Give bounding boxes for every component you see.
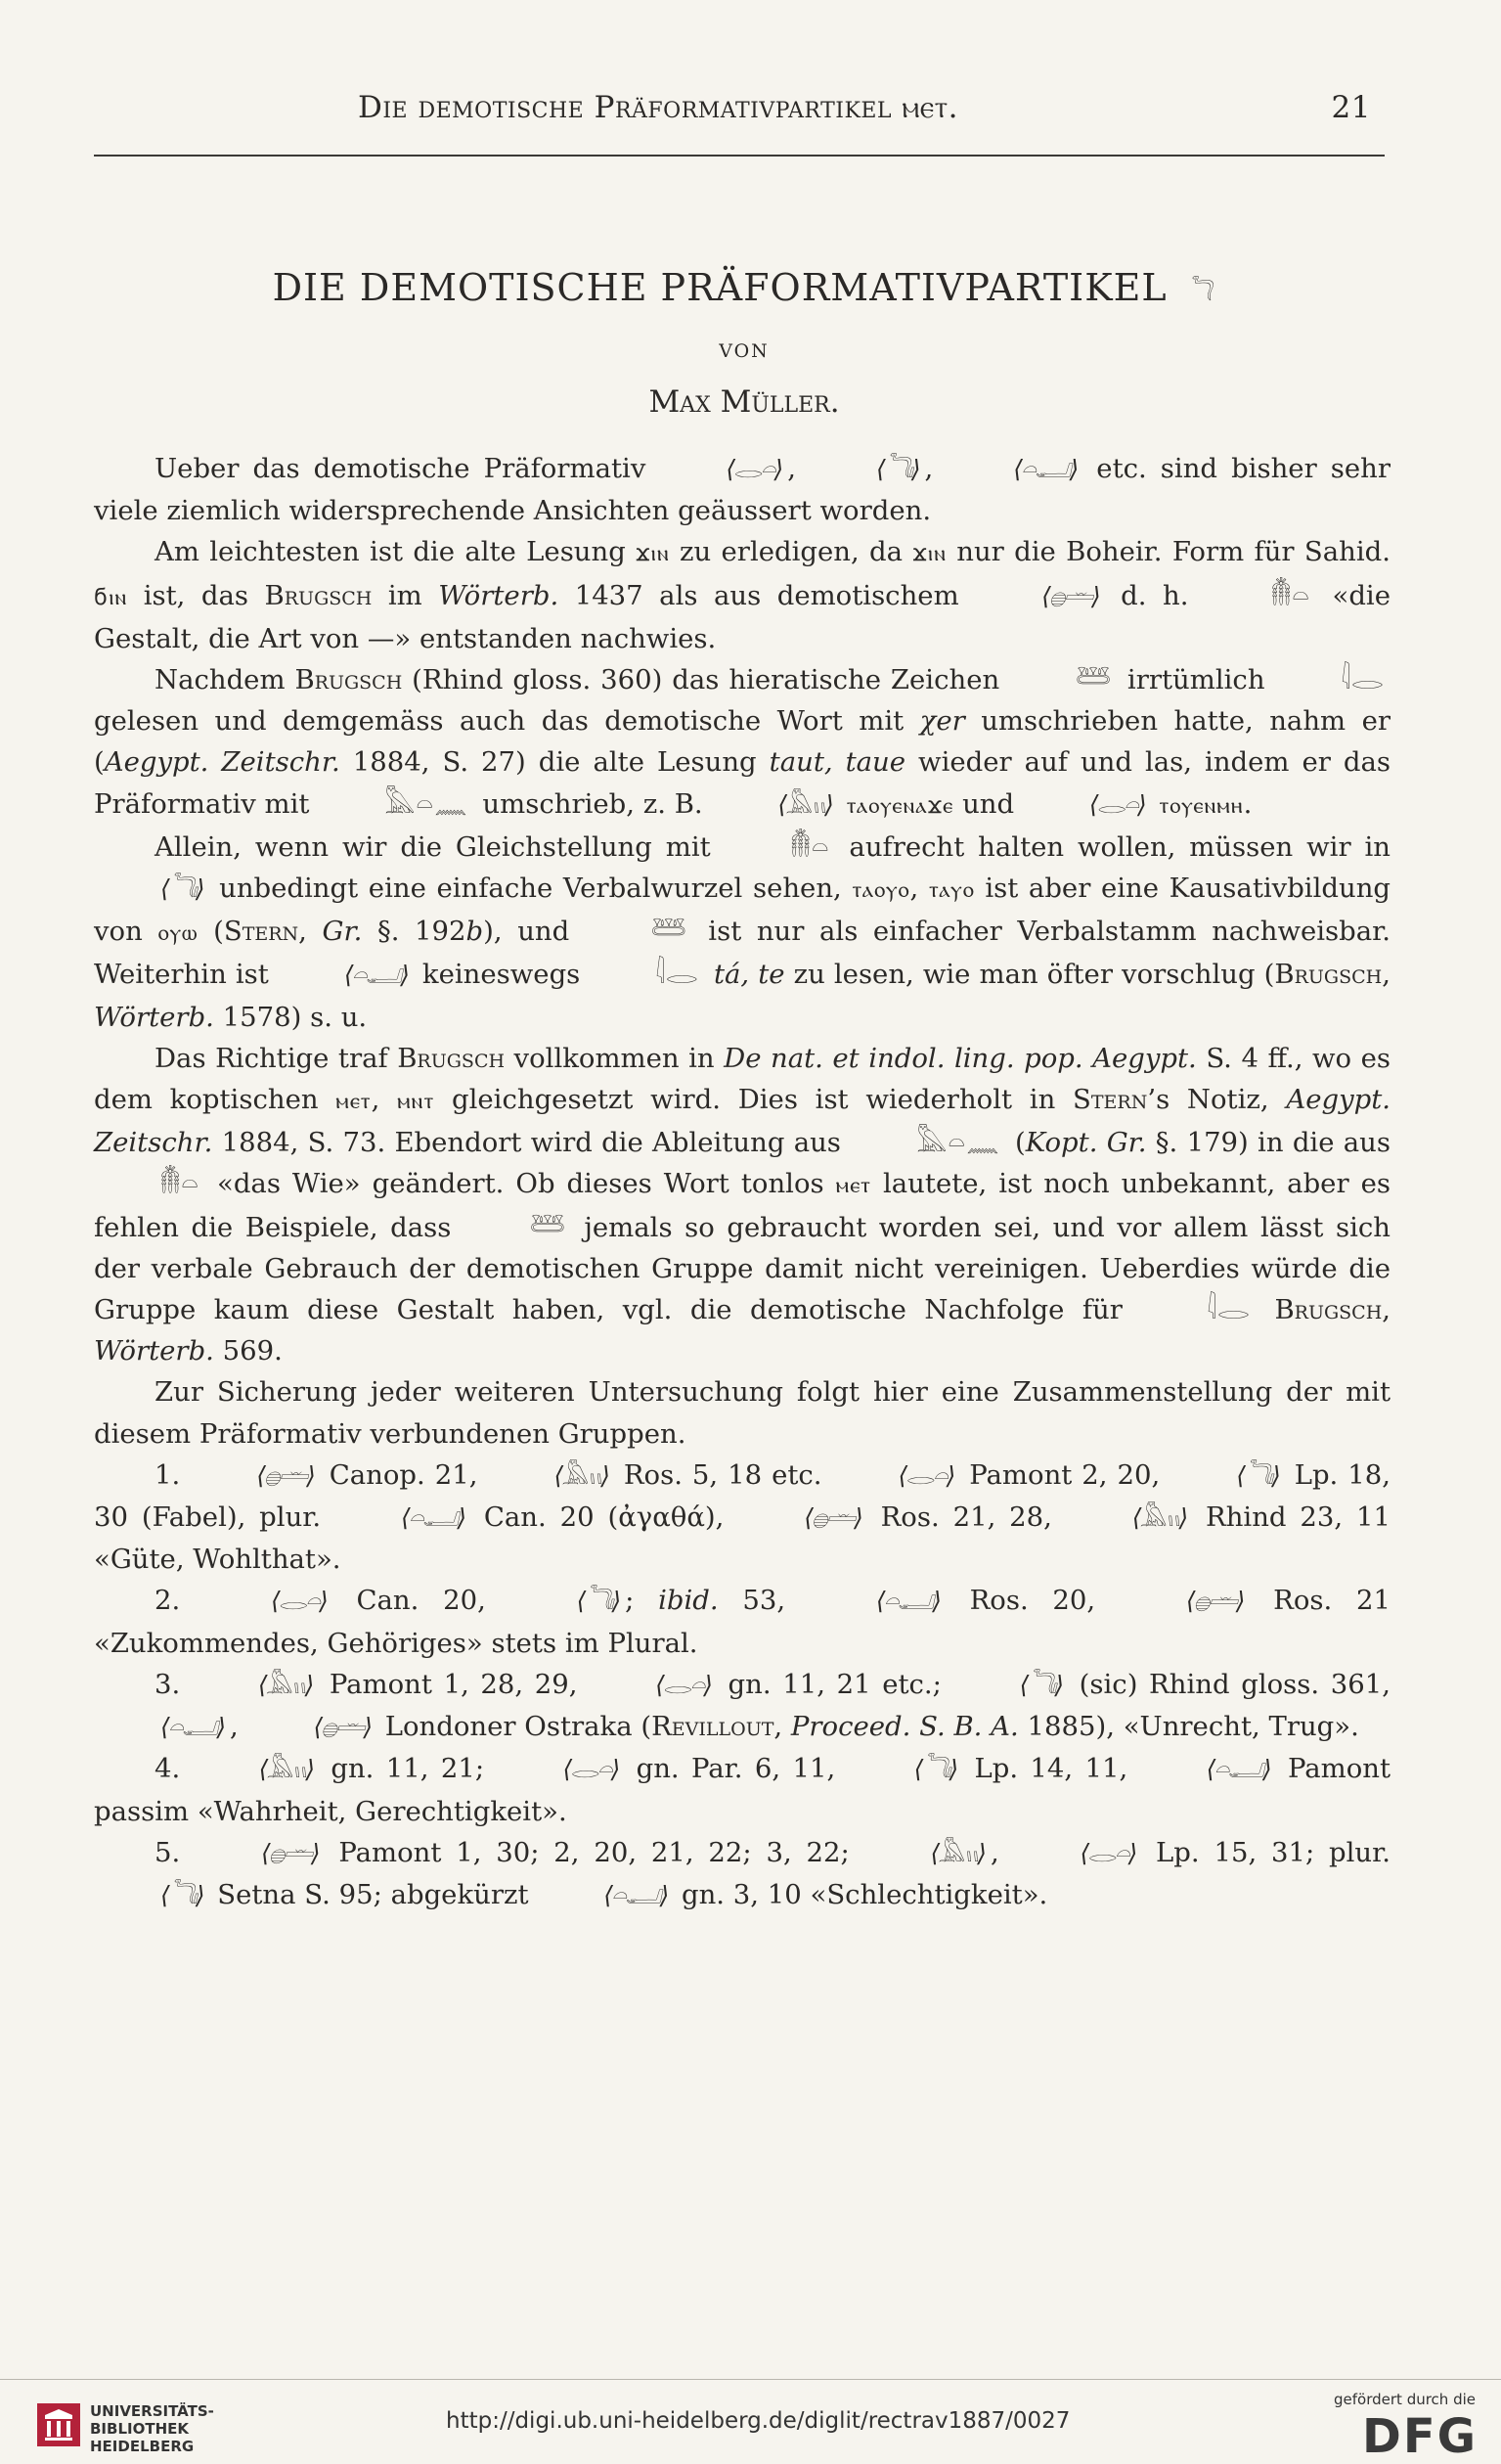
demotic-glyph-icon: ⟨𓂋𓏏⟩	[1088, 789, 1145, 819]
text-run: Rhind 23, 11 «Güte, Wohlthat».	[94, 1501, 1391, 1576]
demotic-glyph-icon: ⟨𓅓𓏭⟩	[930, 1838, 985, 1867]
demotic-glyph-icon: ⟨𓏏𓂝⟩	[1013, 455, 1078, 483]
text-run: Can. 20 (ἀγαθά),	[470, 1501, 738, 1534]
text-run: aufrecht halten wollen, müssen wir in	[835, 830, 1391, 863]
coptic-word: ⲙⲉⲧ	[335, 1089, 372, 1115]
text-run: ,	[371, 1084, 398, 1116]
text-run: 2.	[155, 1585, 204, 1617]
italic-text: Aegypt. Zeitschr.	[104, 746, 340, 779]
demotic-glyph-icon: ⟨𓅓𓏭⟩	[1131, 1503, 1187, 1533]
running-head-title: Die demotische Präformativpartikel ⲙⲉⲧ.	[358, 90, 959, 125]
coptic-word: ⲟⲩⲱ	[157, 920, 199, 947]
text-run: Lp. 18, 30 (Fabel), plur.	[94, 1458, 1391, 1534]
demotic-glyph-icon: ⟨𓆓𓏤⟩	[160, 1880, 203, 1909]
paragraph	[94, 1038, 1391, 1372]
demotic-glyph-icon: ⟨𓐍𓏛⟩	[804, 1503, 861, 1533]
text-run: (Rhind gloss. 360) das hieratische Zeichen	[402, 664, 1010, 696]
author-name: Max Müller.	[648, 384, 840, 420]
text-run: lautete, ist noch unbekannt, aber es fehlen die Beispiele, dass	[94, 1168, 1391, 1243]
library-line: UNIVERSITÄTS-	[90, 2402, 214, 2420]
demotic-glyph-icon: ⟨𓏏𓂝⟩	[401, 1503, 465, 1533]
text-run: Ros. 21, 28,	[866, 1501, 1066, 1534]
text-run: gn. Par. 6, 11,	[624, 1753, 848, 1785]
text-run: Allein, wenn wir die Gleichstellung mit	[155, 830, 725, 863]
coptic-word: ⲧⲟⲩⲉⲛⲙⲏ	[1159, 792, 1244, 819]
text-run: (sic) Rhind gloss. 361,	[1068, 1668, 1391, 1700]
text-run: Lp. 14, 11,	[962, 1753, 1140, 1785]
demotic-glyph-icon: ⟨𓂋𓏏⟩	[655, 1670, 711, 1699]
name-smallcaps: Brugsch	[294, 664, 403, 696]
text-run: Setna S. 95; abgekürzt	[208, 1878, 538, 1910]
coptic-word: ⲙⲛⲧ	[397, 1089, 435, 1115]
text-run: Nachdem	[155, 664, 295, 696]
text-run: Pamont 1, 30; 2, 20, 21, 22; 3, 22;	[324, 1836, 864, 1868]
text-run: 1885), «Unrecht, Trug».	[1018, 1711, 1359, 1743]
text-run: ,	[773, 1711, 791, 1743]
article-title	[94, 266, 1394, 309]
text-run: Can. 20,	[331, 1585, 510, 1617]
article-title-text: DIE DEMOTISCHE PRÄFORMATIVPARTIKEL	[272, 266, 1168, 309]
text-run: keineswegs	[413, 959, 590, 991]
name-smallcaps: Brugsch	[1274, 1294, 1383, 1326]
demotic-glyph-icon: ⟨𓏏𓂝⟩	[343, 961, 408, 990]
text-run: 569.	[213, 1335, 283, 1367]
coptic-word: ⲙⲉⲧ	[835, 1173, 871, 1199]
demotic-glyph-icon: ⟨𓐍𓏛⟩	[256, 1460, 314, 1490]
coptic-word: ϫⲓⲛ	[912, 541, 947, 567]
text-run: «die Gestalt, die Art von —» entstanden nachwies.	[94, 579, 1391, 654]
article-body	[94, 448, 1391, 1916]
text-run: 1884, S. 27) die alte Lesung	[339, 746, 770, 779]
hieroglyph-icon: 𓄟𓏏	[1270, 578, 1310, 611]
text-run: Ros. 5, 18 etc.	[613, 1458, 832, 1491]
text-run: 1.	[155, 1458, 191, 1491]
text-run: und	[953, 787, 1023, 820]
text-run: ist nur als einfacher Verbalstamm nachweisbar. Weiterhin ist	[94, 916, 1391, 991]
coptic-word: ⲧⲁⲟⲩⲉⲛⲁϫⲉ	[846, 792, 954, 819]
paragraph	[94, 1580, 1391, 1663]
demotic-glyph-icon: ⟨𓐍𓏛⟩	[261, 1838, 319, 1867]
demotic-glyph-icon: ⟨𓐍𓏛⟩	[1041, 581, 1099, 610]
text-run: ,	[1382, 1294, 1391, 1326]
text-run: gn. 11, 21 etc.;	[716, 1668, 953, 1700]
text-run: §. 179) in die aus	[1146, 1127, 1391, 1159]
hieroglyph-icon: 𓅓𓏏𓈖	[384, 786, 468, 820]
text-run: (	[1005, 1127, 1026, 1159]
hieroglyph-icon: 𓆷	[650, 915, 687, 948]
italic-text: b	[465, 916, 484, 948]
text-run: ,	[298, 916, 323, 948]
text-run: Pamont 2, 20,	[959, 1458, 1170, 1491]
page-number: 21	[1331, 90, 1371, 125]
text-run: etc. sind bisher sehr viele ziemlich widersprechende Ansichten geäussert worden.	[94, 453, 1391, 527]
hieroglyph-icon: 𓄟𓏏	[790, 829, 830, 863]
text-run	[1257, 1294, 1275, 1325]
demotic-glyph-icon: ⟨𓆓𓏤⟩	[1019, 1670, 1063, 1699]
demotic-glyph-icon: ⟨𓂋𓏏⟩	[562, 1755, 619, 1784]
demotic-glyph-icon: ⟨𓐍𓏛⟩	[1185, 1587, 1244, 1616]
paragraph	[94, 1455, 1391, 1581]
library-name	[90, 2402, 214, 2455]
text-run: gn. 11, 21;	[319, 1753, 497, 1785]
coptic-word: ϭⲓⲛ	[94, 584, 128, 610]
text-run: Pamont passim «Wahrheit, Gerechtigkeit».	[94, 1753, 1391, 1827]
library-line: BIBLIOTHEK	[90, 2420, 189, 2438]
hieroglyph-icon: 𓇋𓂋	[1207, 1293, 1251, 1326]
paragraph	[94, 1371, 1391, 1454]
text-run: ;	[625, 1585, 659, 1617]
name-smallcaps: Revillout	[651, 1711, 774, 1743]
text-run: Londoner Ostraka (	[375, 1711, 652, 1743]
demotic-glyph-icon: 𓆓	[1185, 278, 1211, 306]
dfg-logo[interactable]: DFG	[1361, 2409, 1478, 2464]
italic-text: Gr.	[322, 916, 363, 948]
hieroglyph-icon: 𓆷	[1076, 663, 1112, 696]
italic-text: Wörterb.	[94, 1001, 214, 1033]
demotic-glyph-icon: ⟨𓅓𓏭⟩	[258, 1755, 313, 1784]
demotic-glyph-icon: ⟨𓅓𓏭⟩	[553, 1460, 608, 1490]
italic-text: tá, te	[713, 959, 785, 991]
text-run: irrtümlich	[1117, 664, 1275, 696]
text-run: S. 4 ff., wo es dem koptischen	[94, 1042, 1391, 1116]
text-run: nur die Boheir. Form für Sahid.	[946, 536, 1391, 568]
italic-text: χer	[919, 705, 965, 738]
hieroglyph-icon: 𓅓𓏏𓈖	[916, 1126, 1000, 1159]
university-library-logo-icon[interactable]	[35, 2401, 82, 2448]
paragraph	[94, 448, 1391, 531]
text-run: 53,	[718, 1585, 810, 1617]
demotic-glyph-icon: ⟨𓏏𓂝⟩	[160, 1713, 224, 1742]
text-run: ,	[909, 873, 929, 905]
header-rule	[94, 155, 1385, 157]
name-smallcaps: Brugsch	[1274, 959, 1383, 991]
text-run: ,	[1382, 959, 1391, 991]
italic-text: Kopt. Gr.	[1025, 1127, 1147, 1159]
text-run: zu erledigen, da	[669, 536, 913, 568]
running-head	[94, 90, 1394, 129]
library-line: HEIDELBERG	[90, 2438, 195, 2455]
hieroglyph-icon: 𓇋𓂋	[655, 958, 699, 991]
text-run: gleichgesetzt wird. Dies ist wiederholt in	[434, 1084, 1074, 1116]
paragraph	[94, 827, 1391, 1038]
text-run: 1437 als aus demotischem	[558, 579, 976, 611]
text-run: Am leichtesten ist die alte Lesung	[155, 536, 637, 568]
italic-text: Aegypt. Zeitschr.	[94, 1084, 1391, 1159]
text-run: 1884, S. 73. Ebendort wird die Ableitung aus	[212, 1127, 851, 1159]
source-url-link[interactable]: http://digi.ub.uni-heidelberg.de/diglit/rectrav1887/0027	[446, 2408, 1071, 2434]
coptic-word: ⲧⲁⲩⲟ	[928, 877, 975, 904]
demotic-glyph-icon: ⟨𓆓𓏤⟩	[576, 1587, 620, 1616]
text-run: gn. 3, 10 «Schlechtigkeit».	[673, 1878, 1048, 1910]
text-run: d. h.	[1104, 579, 1205, 611]
italic-text: Wörterb.	[94, 1335, 214, 1367]
italic-text: ibid.	[658, 1585, 719, 1617]
text-run: Canop. 21,	[319, 1458, 488, 1491]
text-run: ist, das	[127, 579, 265, 611]
demotic-glyph-icon: ⟨𓂋𓏏⟩	[1080, 1838, 1136, 1867]
italic-text: taut, taue	[769, 746, 906, 779]
text-run: Ros. 21 «Zukommendes, Gehöriges» stets im Plural.	[94, 1585, 1391, 1659]
coptic-word: ⲧⲁⲟⲩⲟ	[852, 877, 910, 904]
paragraph	[94, 659, 1391, 827]
text-run: jemals so gebraucht worden sei, und vor allem lässt sich der verbale Gebrauch der demotischen Gruppe damit nicht vereinigen. Ueberdies würde die Gruppe kaum diese Gestalt haben, vgl. die demotische Nachfolge für	[94, 1211, 1391, 1326]
hieroglyph-icon: 𓆷	[529, 1210, 566, 1243]
paragraph	[94, 1664, 1391, 1748]
demotic-glyph-icon: ⟨𓐍𓏛⟩	[313, 1713, 371, 1742]
text-run: umschrieben hatte, nahm er (	[94, 705, 1391, 779]
name-smallcaps: Brugsch	[264, 579, 373, 611]
text-run: Lp. 15, 31; plur.	[1141, 1836, 1391, 1868]
text-run: (	[198, 916, 224, 948]
demotic-glyph-icon: ⟨𓆓𓏤⟩	[160, 874, 203, 904]
coptic-word: ϫⲓⲛ	[636, 541, 670, 567]
paragraph	[94, 531, 1391, 659]
italic-text: De nat. et indol. ling. pop. Aegypt.	[724, 1042, 1197, 1074]
text-run: ’s Notiz,	[1147, 1084, 1287, 1116]
hieroglyph-icon: 𓇋𓂋	[1341, 663, 1385, 696]
demotic-glyph-icon: ⟨𓂋𓏏⟩	[270, 1587, 327, 1616]
text-run	[838, 788, 847, 820]
text-run: ,	[787, 453, 810, 484]
text-run: ), und	[483, 916, 585, 948]
demotic-glyph-icon: ⟨𓅓𓏭⟩	[777, 789, 832, 819]
demotic-glyph-icon: ⟨𓆓𓏤⟩	[1236, 1460, 1279, 1490]
text-run: 3.	[155, 1668, 192, 1700]
name-smallcaps: Stern	[223, 916, 299, 948]
italic-text: Proceed. S. B. A.	[790, 1711, 1019, 1743]
hieroglyph-icon: 𓄟𓏏	[160, 1167, 199, 1200]
demotic-glyph-icon: ⟨𓅓𓏭⟩	[257, 1670, 313, 1699]
text-run: im	[372, 579, 439, 611]
text-run: ,	[990, 1836, 1014, 1868]
text-run: ,	[229, 1711, 247, 1743]
byline-von: VON	[719, 340, 770, 362]
text-run: Zur Sicherung jeder weiteren Untersuchung folgt hier eine Zusammenstellung der mit diesem Präformativ verbundenen Gruppen.	[94, 1376, 1391, 1450]
demotic-glyph-icon: ⟨𓏏𓂝⟩	[1206, 1755, 1270, 1784]
text-run: 1578) s. u.	[213, 1001, 368, 1033]
paragraph	[94, 1832, 1391, 1916]
text-run: zu lesen, wie man öfter vorschlug (	[784, 959, 1275, 991]
text-run: .	[1243, 787, 1253, 820]
paragraph	[94, 1748, 1391, 1831]
text-run: wieder auf und las, indem er das Präformativ mit	[94, 746, 1391, 820]
text-run: vollkommen in	[505, 1042, 725, 1074]
name-smallcaps: Stern	[1073, 1084, 1148, 1116]
text-run	[705, 959, 714, 990]
text-run: Pamont 1, 28, 29,	[318, 1668, 590, 1700]
funded-by-label: gefördert durch die	[1334, 2391, 1476, 2408]
text-run: ist aber eine Kausativbildung von	[94, 873, 1391, 948]
text-run: 4.	[155, 1753, 193, 1785]
text-run: unbedingt eine einfache Verbalwurzel sehen,	[208, 873, 853, 905]
demotic-glyph-icon: ⟨𓂋𓏏⟩	[898, 1460, 954, 1490]
footer-rule	[0, 2379, 1501, 2380]
demotic-glyph-icon: ⟨𓏏𓂝⟩	[875, 1587, 940, 1616]
text-run: Ros. 20,	[945, 1585, 1120, 1617]
text-run: umschrieb, z. B.	[473, 787, 712, 820]
text-run: gelesen und demgemäss auch das demotische Wort mit	[94, 705, 920, 738]
text-run: «das Wie» geändert. Ob dieses Wort tonlos	[205, 1168, 836, 1200]
text-run: Das Richtige traf	[155, 1042, 398, 1074]
name-smallcaps: Brugsch	[397, 1042, 506, 1074]
text-run: Ueber das demotische Präformativ	[155, 453, 660, 484]
demotic-glyph-icon: ⟨𓏏𓂝⟩	[603, 1880, 668, 1909]
demotic-glyph-icon: ⟨𓆓𓏤⟩	[913, 1755, 957, 1784]
text-run: 5.	[155, 1836, 196, 1868]
text-run: §. 192	[362, 916, 466, 948]
text-run: ,	[924, 453, 948, 484]
demotic-glyph-icon: ⟨𓂋𓏏⟩	[726, 455, 782, 483]
italic-text: Wörterb.	[438, 579, 559, 611]
demotic-glyph-icon: ⟨𓆓𓏤⟩	[875, 455, 919, 483]
